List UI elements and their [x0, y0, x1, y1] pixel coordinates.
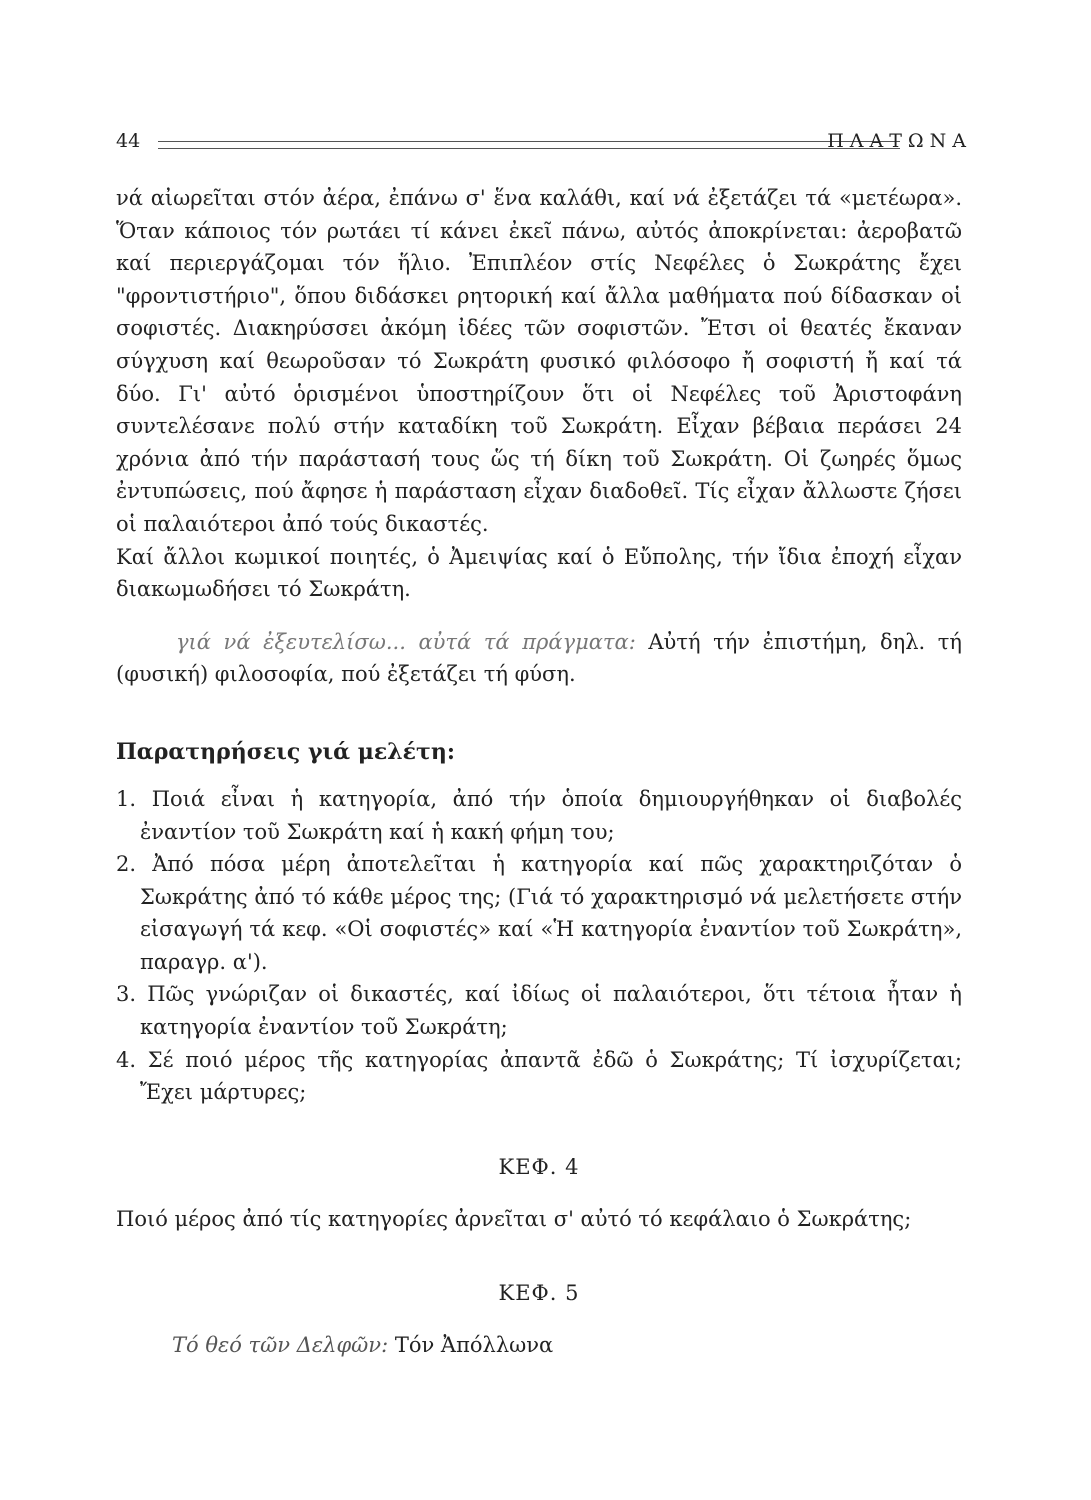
page-header [116, 130, 972, 160]
list-item: 1. Ποιά εἶναι ἡ κατηγορία, ἀπό τήν ὁποία δημιουργήθηκαν οἱ διαβολές ἐναντίον τοῦ Σωκράτη καί ἡ κακή φήμη του; [116, 786, 962, 844]
page-number: 44 [116, 130, 141, 152]
list-item: 2. Ἀπό πόσα μέρη ἀποτελεῖται ἡ κατηγορία καί πῶς χαρακτηριζόταν ὁ Σωκράτης ἀπό τό κάθε μέρος της; (Γιά τό χαρακτηρισμό νά μελετήσετε στήν εἰσαγωγή τά κεφ. «Οἱ σοφιστές» καί «Ἡ κατηγορία ἐναντίον τοῦ Σωκράτη», παραγρ. α'). [116, 852, 962, 974]
chapter-5-note [116, 1329, 962, 1362]
note-term: γιά νά ἐξευτελίσω... αὐτά τά πράγματα: [176, 629, 636, 654]
page-body [116, 182, 962, 1362]
running-title: ΠΛΑΤΩΝΑ [827, 130, 972, 152]
paragraph: νά αἰωρεῖται στόν ἀέρα, ἐπάνω σ' ἕνα καλάθι, καί νά ἐξετάζει τά «μετέωρα». Ὅταν κάποιος τόν ρωτάει τί κάνει ἐκεῖ πάνω, αὐτός ἀποκρίνεται: ἀεροβατῶ καί περιεργάζομαι τόν ἥλιο. Ἐπιπλέον στίς Νεφέλες ὁ Σωκράτης ἔχει "φροντιστήριο", ὅπου διδάσκει ρητορική καί ἄλλα μαθήματα πού δίδασκαν οἱ σοφιστές. Διακηρύσσει ἀκόμη ἰδέες τῶν σοφιστῶν. Ἔτσι οἱ θεατές ἔκαναν σύγχυση καί θεωροῦσαν τό Σωκράτη φυσικό φιλόσοφο ἤ σοφιστή ἤ καί τά δύο. Γι' αὐτό ὁρισμένοι ὑποστηρίζουν ὅτι οἱ Νεφέλες τοῦ Ἀριστοφάνη συντελέσανε πολύ στήν καταδίκη τοῦ Σωκράτη. Εἶχαν βέβαια περάσει 24 χρόνια ἀπό τήν παράστασή τους ὥς τή δίκη τοῦ Σωκράτη. Οἱ ζωηρές ὅμως ἐντυπώσεις, πού ἄφησε ἡ παράσταση εἶχαν διαδοθεῖ. Τίς εἶχαν ἄλλωστε ζήσει οἱ παλαιότεροι ἀπό τούς δικαστές. [116, 186, 962, 536]
list-item: 4. Σέ ποιό μέρος τῆς κατηγορίας ἀπαντᾶ ἐδῶ ὁ Σωκράτης; Τί ἰσχυρίζεται; Ἔχει μάρτυρες; [116, 1047, 962, 1105]
chapter-5-term: Τό θεό τῶν Δελφῶν: [172, 1333, 389, 1358]
explanatory-note [116, 626, 962, 691]
list-item: 3. Πῶς γνώριζαν οἱ δικαστές, καί ἰδίως οἱ παλαιότεροι, ὅτι τέτοια ἦταν ἡ κατηγορία ἐναντίον τοῦ Σωκράτη; [116, 982, 962, 1040]
chapter-4-text: Ποιό μέρος ἀπό τίς κατηγορίες ἀρνεῖται σ' αὐτό τό κεφάλαιο ὁ Σωκράτης; [116, 1206, 912, 1231]
study-questions-list [116, 783, 962, 1109]
note-text: Αὐτή τήν ἐπιστήμη, δηλ. τή (φυσική) φιλοσοφία, πού ἐξετάζει τή φύση. [116, 629, 963, 687]
paragraph: Καί ἄλλοι κωμικοί ποιητές, ὁ Ἀμειψίας καί ὁ Εὔπολης, τήν ἴδια ἐποχή εἶχαν διακωμωδήσει τό Σωκράτη. [116, 544, 962, 602]
section-heading: Παρατηρήσεις γιά μελέτη: [116, 738, 455, 765]
chapter-5-title: ΚΕΦ. 5 [498, 1281, 580, 1306]
chapter-5-text: Τόν Ἀπόλλωνα [388, 1333, 554, 1358]
chapter-4-title: ΚΕΦ. 4 [498, 1154, 580, 1179]
header-rule [158, 141, 900, 149]
